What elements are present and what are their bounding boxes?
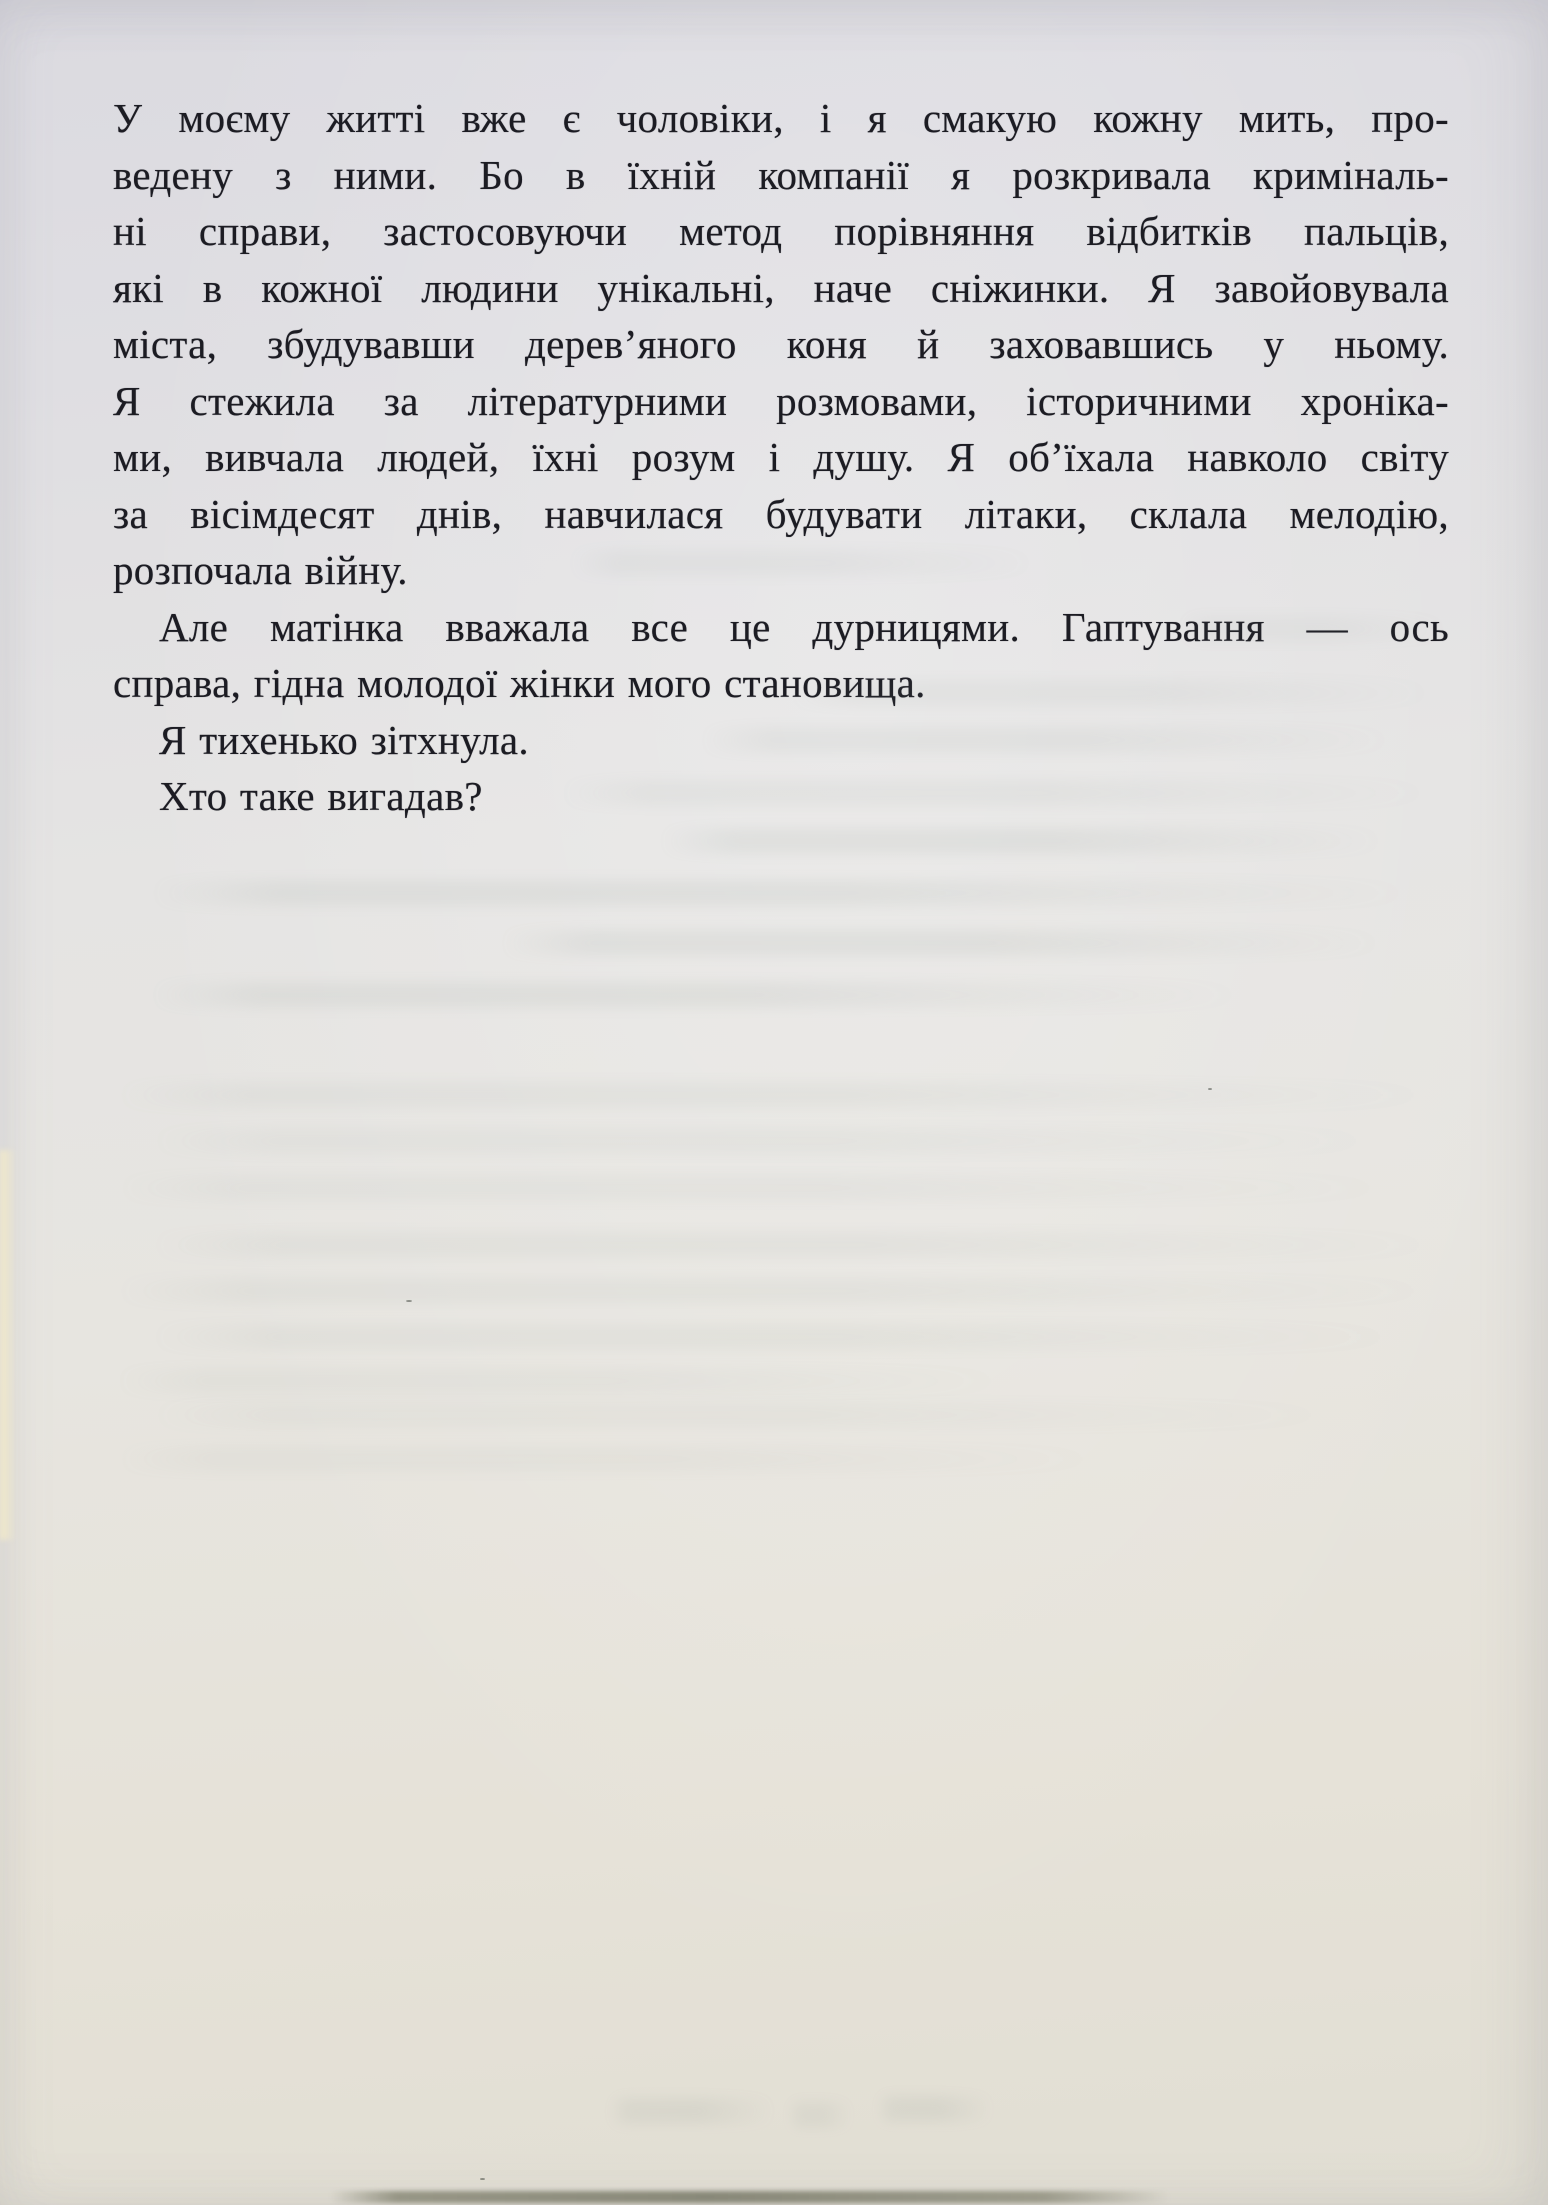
text-block (113, 90, 1449, 825)
bleed-through-smudge (500, 930, 1390, 956)
bleed-through-smudge (790, 680, 1440, 706)
bleed-through-smudge (700, 727, 1400, 753)
text-line: справа, гідна молодої жінки мого становища. (113, 660, 926, 706)
bleed-through-smudge (1180, 616, 1450, 642)
text-line: які в кожної людини унікальні, наче сніжинки. Я завойовувала (113, 264, 1449, 311)
bleed-through-smudge (560, 780, 1440, 806)
page-edge-highlight (0, 1150, 16, 1540)
bleed-through-smudge (660, 828, 1390, 854)
bleed-through-smudge (150, 1128, 1390, 1154)
bleed-through-smudge (570, 550, 1040, 576)
bleed-through-smudge (610, 2098, 775, 2124)
text-line: Я тихенько зітхнула. (159, 716, 529, 763)
text-line: ведену з ними. Бо в їхній компанії я розкривала криміналь- (113, 151, 1449, 198)
bleed-through-smudge (115, 1175, 1405, 1201)
text-line: розпочала війну. (113, 547, 408, 593)
bleed-through-smudge (150, 1324, 1410, 1350)
bleed-through-smudge (150, 1402, 1350, 1428)
bleed-through-smudge (150, 982, 1250, 1008)
bleed-through-smudge (115, 1082, 1445, 1108)
bleed-through-smudge (150, 880, 1420, 906)
bleed-through-smudge (115, 1368, 1015, 1394)
dust-speck (1208, 1088, 1212, 1090)
text-line: ми, вивчала людей, їхні розум і душу. Я об’їхала навколо світу (113, 434, 1449, 480)
bleed-through-smudge (790, 2102, 852, 2128)
text-line: ні справи, застосовуючи метод порівняння відбитків пальців, (113, 208, 1449, 254)
dust-speck (480, 2178, 485, 2180)
text-line: міста, збудувавши дерев’яного коня й заховавшись у ньому. (113, 321, 1449, 367)
bleed-through-smudge (878, 2096, 993, 2122)
text-line: Але матінка вважала все це дурницями. Гаптування — ось (159, 603, 1449, 650)
bleed-through-smudge (115, 1446, 1115, 1472)
text-line: Я стежила за літературними розмовами, історичними хроніка- (113, 377, 1449, 424)
text-line: Хто таке вигадав? (159, 773, 483, 819)
bleed-through-smudge (150, 1232, 1450, 1258)
bleed-through-smudge (115, 1278, 1445, 1304)
page-bottom-edge-shadow (330, 2191, 1170, 2203)
dust-speck (406, 1300, 412, 1302)
text-line: У моєму житті вже є чоловіки, і я смакую кожну мить, про- (113, 95, 1449, 141)
text-line: за вісімдесят днів, навчилася будувати літаки, склала мелодію, (113, 490, 1449, 537)
